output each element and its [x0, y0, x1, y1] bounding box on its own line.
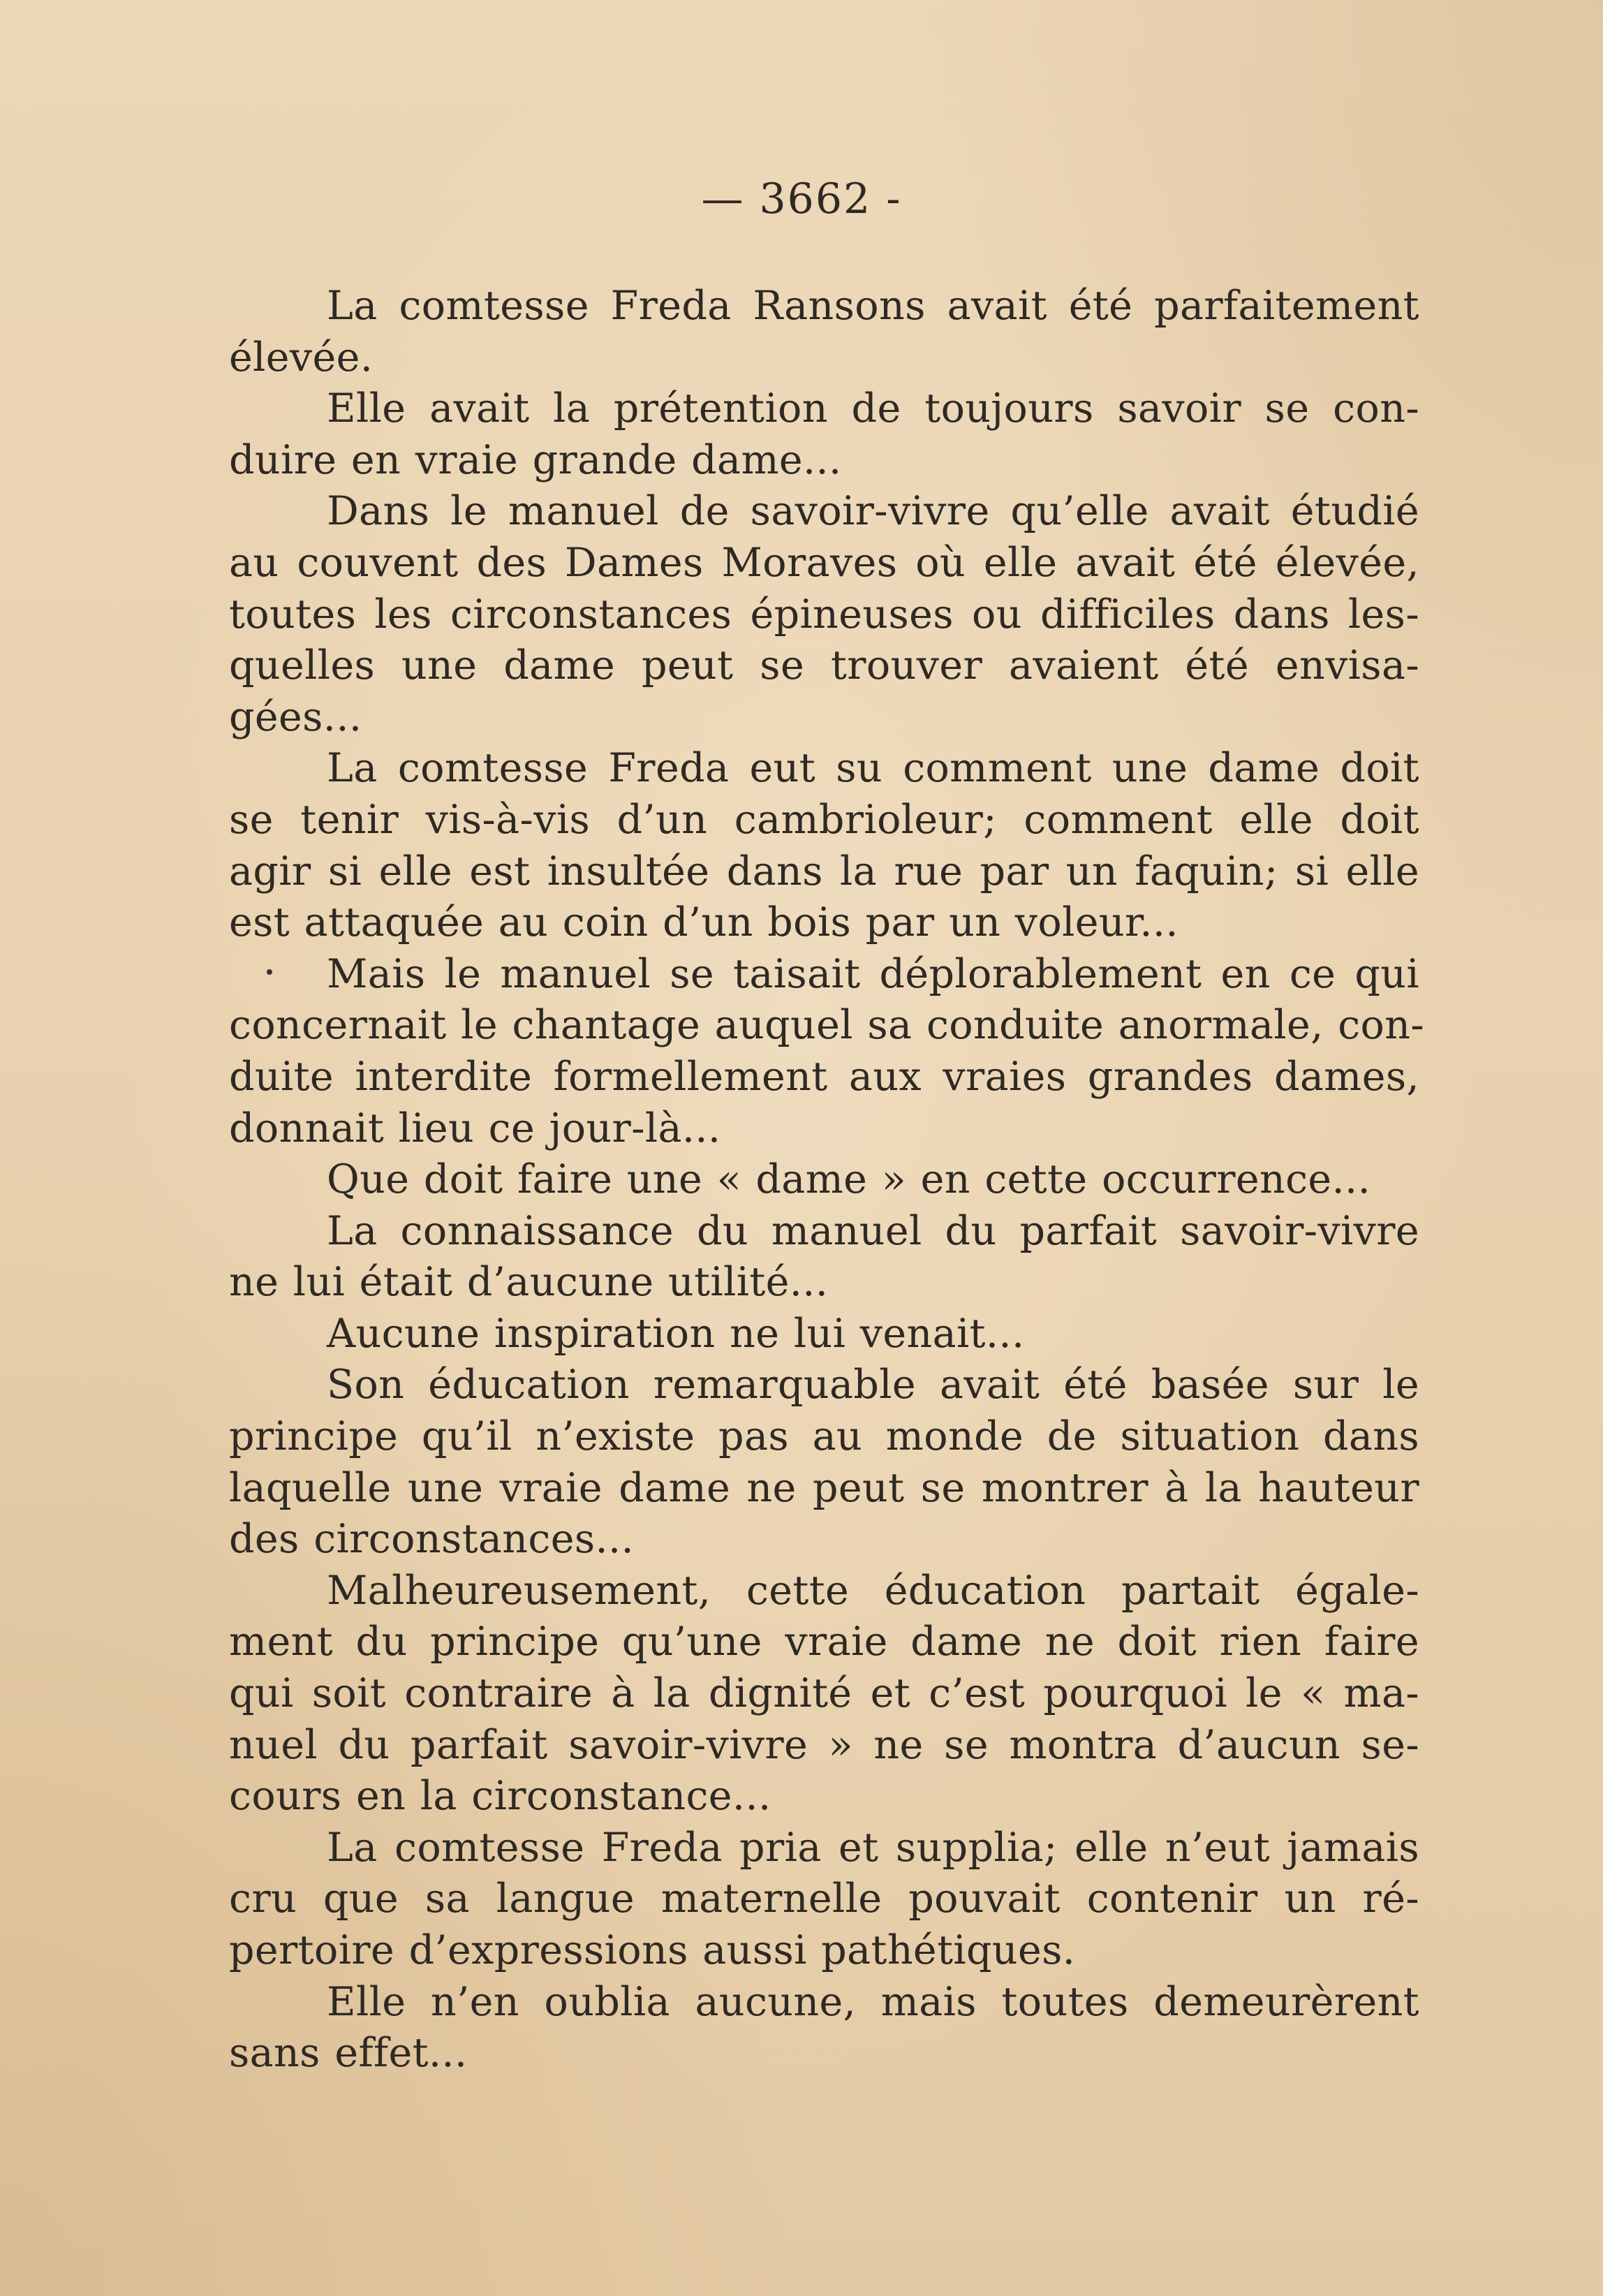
text-line: est attaquée au coin d’un bois par un voleur... — [229, 899, 1179, 946]
text-line: donnait lieu ce jour-là... — [229, 1105, 721, 1151]
text-line: La comtesse Freda eut su comment une dame doit — [327, 745, 1419, 792]
text-line: élevée. — [229, 334, 374, 381]
text-line: duire en vraie grande dame... — [229, 436, 842, 483]
text-line: Son éducation remarquable avait été basée sur le — [327, 1362, 1419, 1408]
text-line: qui soit contraire à la dignité et c’est pourquoi le « ma- — [229, 1670, 1419, 1717]
text-line: La comtesse Freda Ransons avait été parfaitement — [327, 283, 1419, 329]
text-line: Malheureusement, cette éducation partait égale- — [327, 1567, 1419, 1614]
text-line: agir si elle est insultée dans la rue par un faquin; si elle — [229, 848, 1419, 895]
text-line: ment du principe qu’une vraie dame ne doit rien faire — [229, 1619, 1419, 1665]
text-line: laquelle une vraie dame ne peut se montrer à la hauteur — [229, 1464, 1419, 1511]
text-line: pertoire d’expressions aussi pathétiques. — [229, 1927, 1076, 1973]
text-line: Dans le manuel de savoir-vivre qu’elle avait étudié — [327, 488, 1419, 535]
text-line: quelles une dame peut se trouver avaient été envisa- — [229, 642, 1419, 689]
text-line: cru que sa langue maternelle pouvait contenir un ré- — [229, 1876, 1419, 1922]
text-line: se tenir vis-à-vis d’un cambrioleur; comment elle doit — [229, 796, 1419, 843]
text-line: au couvent des Dames Moraves où elle avait été élevée, — [229, 539, 1419, 586]
text-line: La connaissance du manuel du parfait savoir-vivre — [327, 1207, 1419, 1254]
text-line: Mais le manuel se taisait déplorablement en ce qui — [327, 950, 1419, 997]
text-line: cours en la circonstance... — [229, 1773, 771, 1820]
text-line: ne lui était d’aucune utilité... — [229, 1259, 829, 1306]
text-line: sans effet... — [229, 2030, 468, 2077]
text-line: concernait le chantage auquel sa conduite anormale, con- — [229, 1002, 1424, 1049]
text-line: Elle avait la prétention de toujours savoir se con- — [327, 385, 1419, 432]
text-line: La comtesse Freda pria et supplia; elle n’eut jamais — [327, 1824, 1419, 1871]
text-line: Que doit faire une « dame » en cette occurrence... — [327, 1156, 1371, 1203]
stray-dot-mark — [267, 969, 272, 975]
text-line: Aucune inspiration ne lui venait... — [327, 1310, 1025, 1357]
text-line: nuel du parfait savoir-vivre » ne se montra d’aucun se- — [229, 1721, 1419, 1768]
text-line: Elle n’en oublia aucune, mais toutes demeurèrent — [327, 1978, 1419, 2025]
text-line: gées... — [229, 693, 362, 740]
text-line: duite interdite formellement aux vraies grandes dames, — [229, 1053, 1419, 1100]
text-line: des circonstances... — [229, 1516, 635, 1563]
text-line: toutes les circonstances épineuses ou difficiles dans les- — [229, 591, 1419, 638]
page-number: — 3662 - — [701, 175, 902, 223]
body-text — [229, 281, 1424, 2080]
text-line: principe qu’il n’existe pas au monde de situation dans — [229, 1413, 1419, 1460]
